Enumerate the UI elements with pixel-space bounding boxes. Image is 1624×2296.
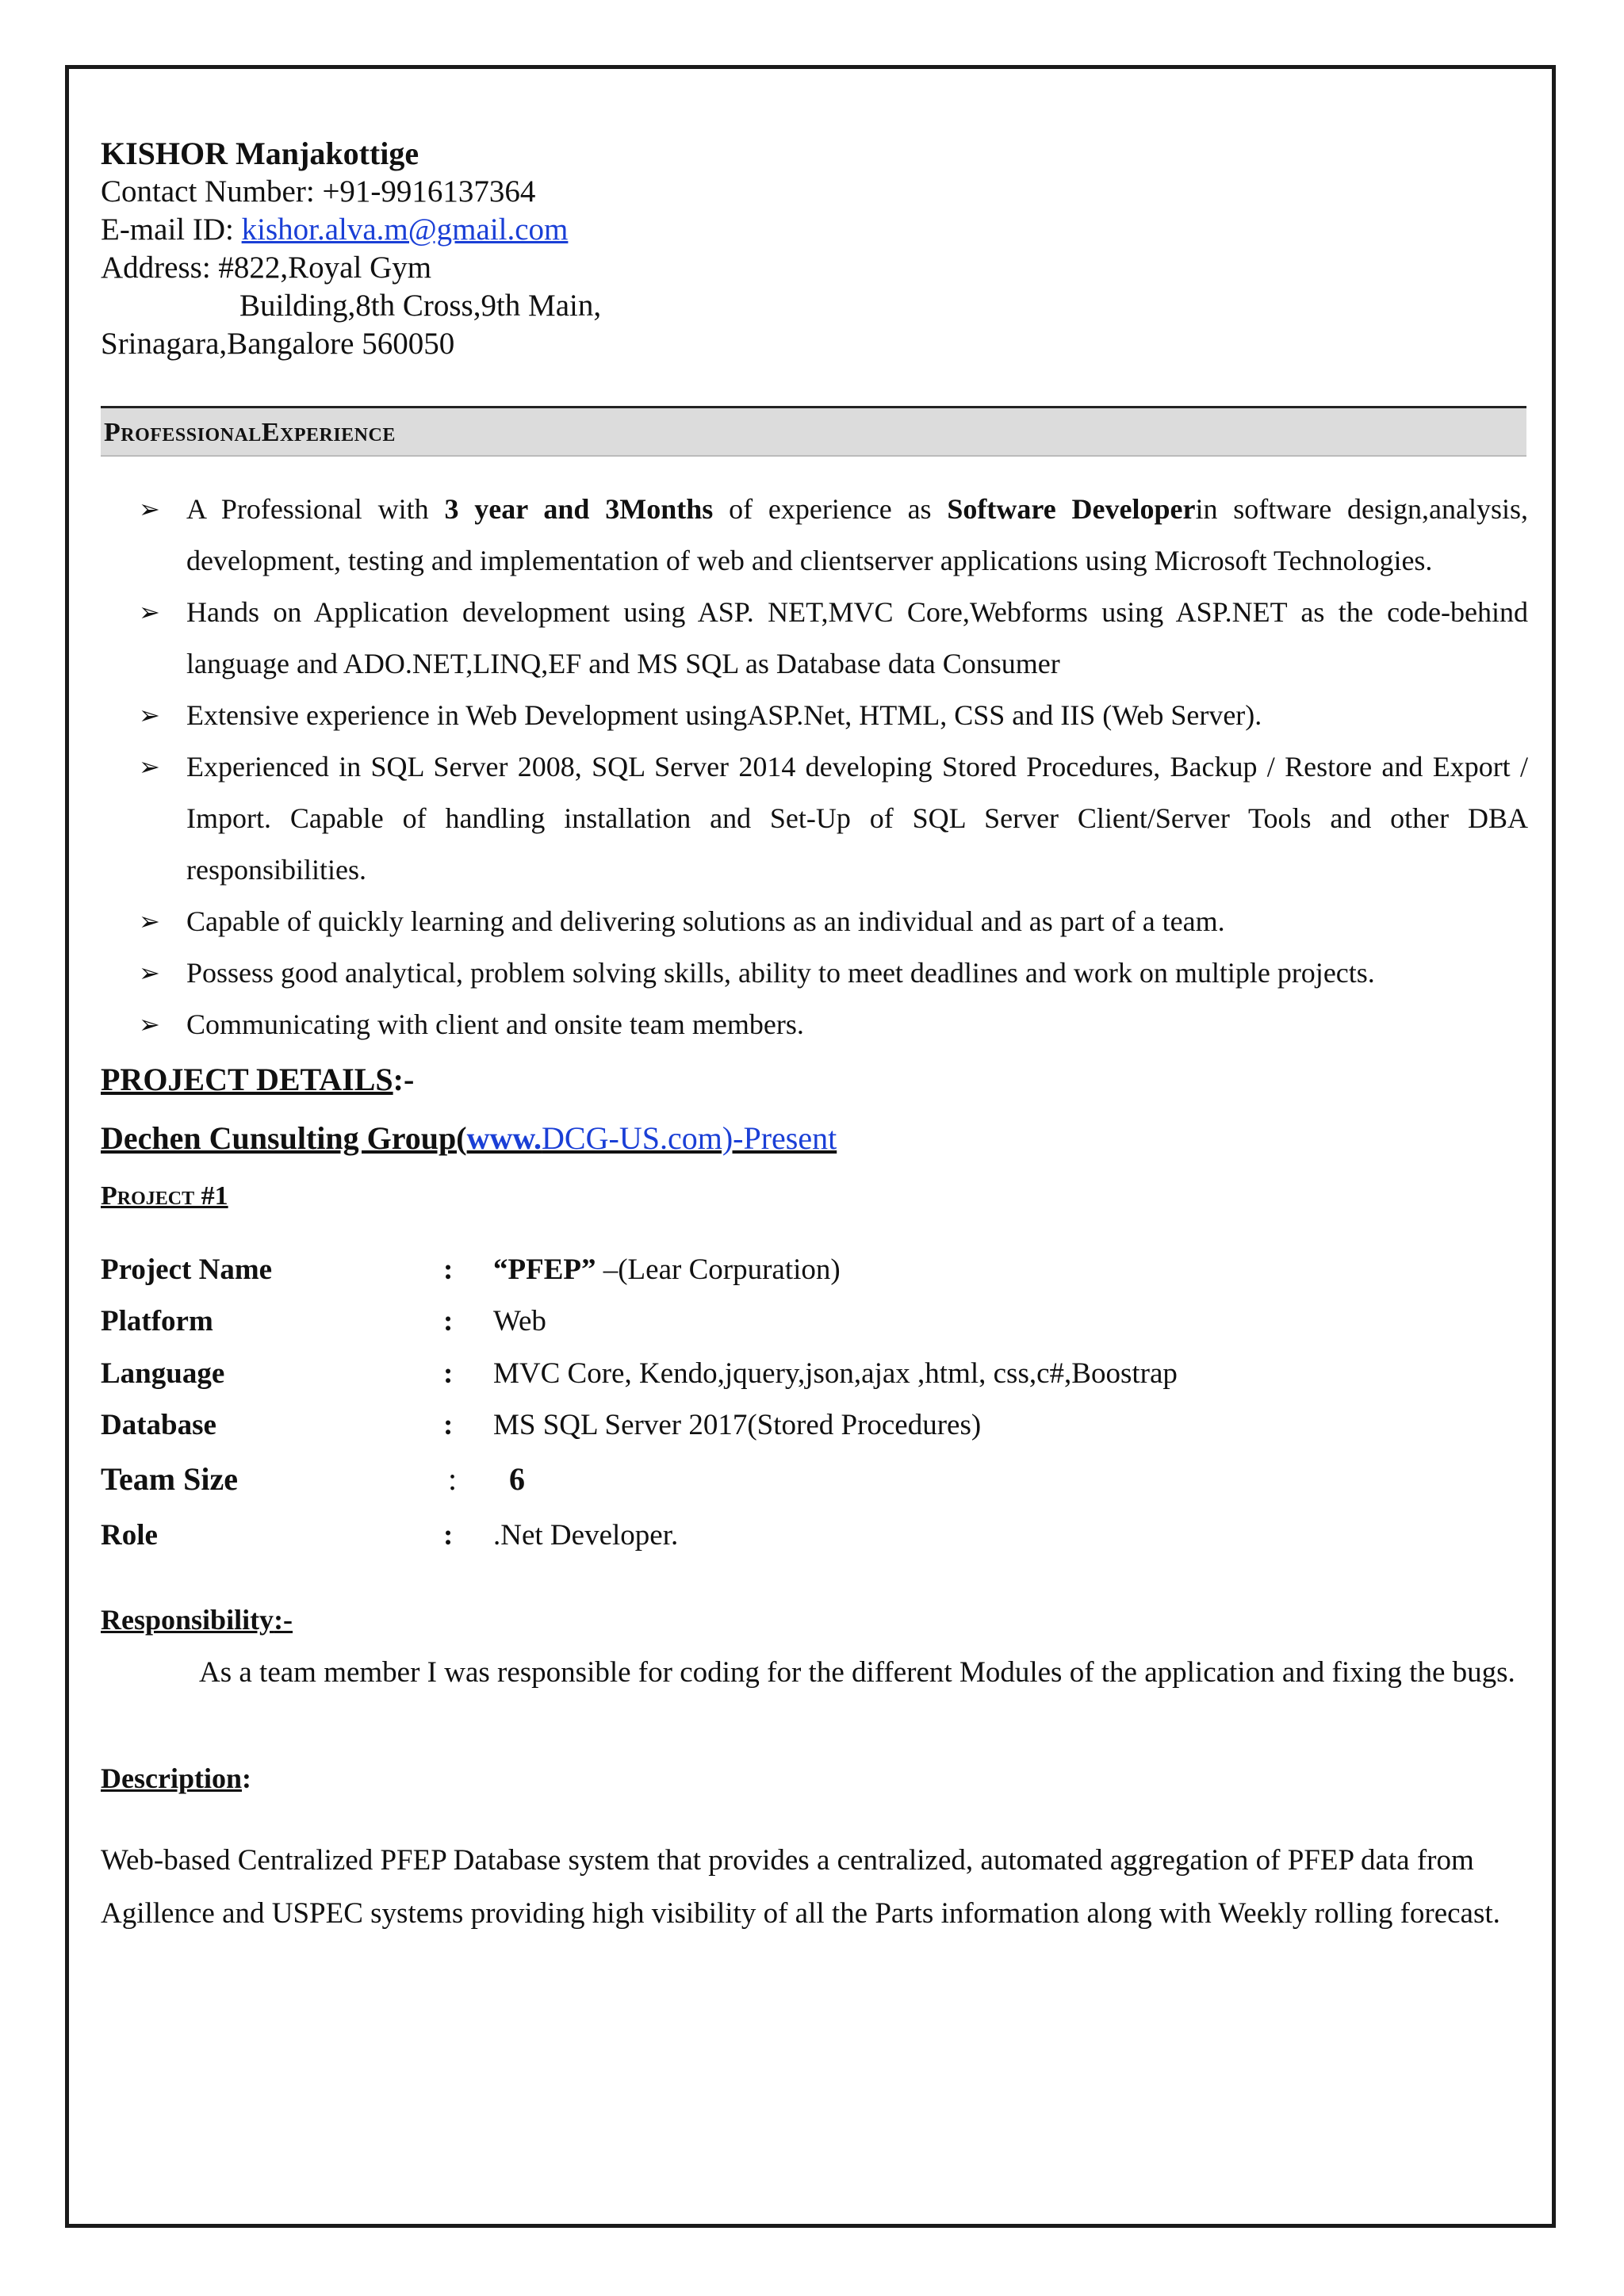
contact-block bbox=[101, 135, 1528, 363]
arrow-bullet-icon: ➢ bbox=[139, 1009, 160, 1039]
experience-list bbox=[101, 484, 1528, 1050]
email-link[interactable]: kishor.alva.m@gmail.com bbox=[241, 212, 569, 247]
project-details-heading: PROJECT DETAILS:- bbox=[101, 1062, 415, 1097]
experience-item: ➢ Capable of quickly learning and delivering solutions as an individual and as part of a team. bbox=[101, 896, 1528, 947]
phone-number: +91-9916137364 bbox=[322, 174, 536, 209]
responsibility-text: As a team member I was responsible for coding for the different Modules of the application and fixing the bugs. bbox=[199, 1656, 1515, 1689]
arrow-bullet-icon: ➢ bbox=[139, 752, 160, 782]
email-line bbox=[101, 211, 1528, 249]
address-label: Address: bbox=[101, 251, 211, 285]
experience-item: ➢ Possess good analytical, problem solving skills, ability to meet deadlines and work on multiple projects. bbox=[101, 947, 1528, 999]
address-text-1: #822,Royal Gym bbox=[218, 251, 432, 285]
company-link[interactable]: DCG-US.com)-Present bbox=[542, 1120, 837, 1156]
company-heading: Dechen Cunsulting Group(www.DCG-US.com)-Present bbox=[101, 1120, 837, 1156]
phone-label: Contact Number: bbox=[101, 174, 315, 209]
project-title: Project #1 bbox=[101, 1181, 228, 1211]
experience-item: ➢ Communicating with client and onsite team members. bbox=[101, 999, 1528, 1050]
company-link-www[interactable]: www. bbox=[466, 1120, 542, 1156]
experience-item: ➢ Hands on Application development using ASP. NET,MVC Core,Webforms using ASP.NET as the code-behind language and ADO.NET,LINQ,EF and MS SQL as Database data Consumer bbox=[101, 587, 1528, 690]
address-line-2: Building,8th Cross,9th Main, bbox=[239, 289, 602, 323]
arrow-bullet-icon: ➢ bbox=[139, 700, 160, 730]
experience-section-bar bbox=[101, 406, 1526, 457]
responsibility-heading: Responsibility:- bbox=[101, 1604, 293, 1636]
candidate-name: KISHOR Manjakottige bbox=[101, 136, 419, 171]
arrow-bullet-icon: ➢ bbox=[139, 958, 160, 988]
phone-line bbox=[101, 173, 1528, 211]
email-label: E-mail ID: bbox=[101, 212, 234, 247]
description-text: Web-based Centralized PFEP Database system that provides a centralized, automated aggregation of PFEP data from Agillence and USPEC systems providing high visibility of all the Parts information along with Weekly rolling forecast. bbox=[101, 1844, 1500, 1930]
address-line-1 bbox=[101, 249, 1528, 287]
description-heading: Description: bbox=[101, 1762, 251, 1794]
experience-item: ➢ Experienced in SQL Server 2008, SQL Server 2014 developing Stored Procedures, Backup / Restore and Export / Import. Capable of handling installation and Set-Up of SQL Server Client/Server Tools and other DBA responsibilities. bbox=[101, 741, 1528, 896]
arrow-bullet-icon: ➢ bbox=[139, 597, 160, 627]
address-line-3: Srinagara,Bangalore 560050 bbox=[101, 327, 455, 361]
arrow-bullet-icon: ➢ bbox=[139, 906, 160, 936]
experience-item: ➢ Extensive experience in Web Development usingASP.Net, HTML, CSS and IIS (Web Server). bbox=[101, 690, 1528, 741]
experience-item: ➢ A Professional with 3 year and 3Months of experience as Software Developerin software design,analysis, development, testing and implementation of web and clientserver applications using Microsoft Technologies. bbox=[101, 484, 1528, 587]
arrow-bullet-icon: ➢ bbox=[139, 494, 160, 524]
experience-section-title: ProfessionalExperience bbox=[104, 418, 396, 447]
